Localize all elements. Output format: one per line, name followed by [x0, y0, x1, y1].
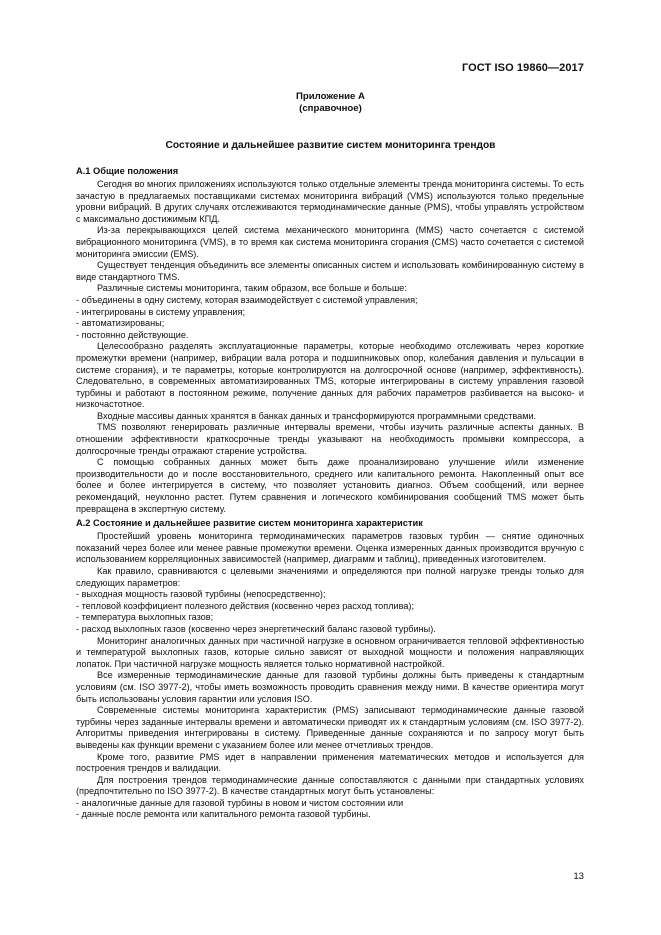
annex-type: (справочное) [299, 103, 362, 114]
bullet-list [76, 295, 584, 341]
document-header: ГОСТ ISO 19860—2017 [461, 62, 584, 74]
paragraph: Простейший уровень мониторинга термодинамических параметров газовых турбин — снятие одиночных показаний через более или менее равные промежутки времени. Оценка измеренных данных производится вручную с использованием корреляционных зависимостей (например, диаграмм и таблиц), приведенных изготовителем. [76, 531, 584, 565]
paragraph: Целесообразно разделять эксплуатационные параметры, которые необходимо отслеживать через короткие промежутки времени (например, вибрации вала ротора и подшипниковых опор, колебания давления и пульсации в системе сгорания), и те параметры, которые контролируются на долгосрочной основе (например, эффективность). Следовательно, в современных автоматизированных TMS, которые интегрированы в систему управления газовой турбины и работают в постоянном режиме, получение данных для рабочих параметров разбивается на высоко- и низкочастотное. [76, 341, 584, 410]
paragraph: Из-за перекрывающихся целей система механического мониторинга (MMS) часто сочетается с системой вибрационного мониторинга (VMS), в то время как система мониторинга сгорания (CMS) часто сочетается с системой мониторинга эмиссии (EMS). [76, 225, 584, 259]
section-heading: А.2 Состояние и дальнейшее развитие систем мониторинга характеристик [76, 518, 423, 529]
list-item: - постоянно действующие. [76, 329, 189, 340]
paragraph: TMS позволяют генерировать различные интервалы времени, чтобы изучить различные аспекты данных. В отношении эффективности краткосрочные тренды указывают на необходимость промывки компрессора, а долгосрочные тренды отражают старение устройства. [76, 422, 584, 456]
list-item: - объединены в одну систему, которая взаимодействует с системой управления; [76, 294, 418, 305]
section-heading: А.1 Общие положения [76, 166, 179, 176]
document-body [76, 165, 584, 821]
annex-label: Приложение А [296, 91, 365, 102]
paragraph: Все измеренные термодинамические данные для газовой турбины должны быть приведены к стандартным условиям (см. ISO 3977-2), чтобы иметь возможность проводить сравнения между ними. В качестве ориентира могут быть использованы условия гарантии или условия ISO. [76, 670, 584, 704]
list-item: - расход выхлопных газов (косвенно через энергетический баланс газовой турбины). [76, 623, 436, 634]
paragraph: Для построения трендов термодинамические данные сопоставляются с данными при стандартных условиях (предпочтительно по ISO 3977-2). В качестве стандартных могут быть установлены: [76, 774, 584, 797]
list-item: - данные после ремонта или капитального ремонта газовой турбины. [76, 809, 371, 820]
bullet-list [76, 798, 584, 821]
paragraph: Различные системы мониторинга, таким образом, все больше и больше: [97, 283, 407, 294]
list-item: - автоматизированы; [76, 318, 165, 329]
paragraph: Мониторинг аналогичных данных при частичной нагрузке в основном ограничивается тепловой эффективностью и температурой выхлопных газов, которые сильно зависят от выходной мощности и положения направляющих лопаток. При частичной нагрузке мощность является только нормативной настройкой. [76, 635, 584, 669]
paragraph: Кроме того, развитие PMS идет в направлении применения математических методов и используется для построения трендов и валидации. [76, 751, 584, 774]
list-item: - температура выхлопных газов; [76, 612, 214, 623]
annex-heading [0, 91, 661, 115]
bullet-list [76, 589, 584, 635]
list-item: - выходная мощность газовой турбины (непосредственно); [76, 589, 326, 600]
paragraph: Современные системы мониторинга характеристик (PMS) записывают термодинамические данные газовой турбины через заданные интервалы времени и автоматически приводят их к стандартным условиям (см. ISO 3977-2). Алгоритмы приведения интегрированы в систему. Приведенные данные сохраняются и по запросу могут быть выведены как функции времени с указанием более или менее отчетливых трендов. [76, 705, 584, 750]
paragraph: Существует тенденция объединить все элементы описанных систем и использовать комбинированную систему в виде стандартного TMS. [76, 260, 584, 282]
page-number: 13 [573, 871, 584, 882]
annex-title: Состояние и дальнейшее развитие систем мониторинга трендов [165, 140, 496, 151]
paragraph: С помощью собранных данных может быть даже проанализировано улучшение и/или изменение производительности до и после восстановительного, среднего или капитального ремонта. Накопленный опыт все более и более интегрируется в систему, что позволяет установить диагноз. Объем сообщений, или вернее рекомендаций, неуклонно растет. Путем сравнения и логического комбинирования сообщений TMS может быть превращена в экспертную систему. [76, 457, 584, 514]
list-item: - аналогичные данные для газовой турбины в новом и чистом состоянии или [76, 797, 404, 808]
paragraph: Входные массивы данных хранятся в банках данных и трансформируются программными средствами. [97, 410, 537, 421]
paragraph: Как правило, сравниваются с целевыми значениями и определяются при полной нагрузке тренды только для следующих параметров: [76, 566, 584, 588]
list-item: - интегрированы в систему управления; [76, 306, 245, 317]
list-item: - тепловой коэффициент полезного действия (косвенно через расход топлива); [76, 600, 415, 611]
paragraph: Сегодня во многих приложениях используются только отдельные элементы тренда мониторинга системы. То есть зачастую в предлагаемых поставщиками системах мониторинга вибраций (VMS) используются только предельные уровни вибраций. В других случаях отслеживаются термодинамические данные (PMS), чтобы управлять устройством с максимально достижимым КПД. [76, 179, 584, 224]
